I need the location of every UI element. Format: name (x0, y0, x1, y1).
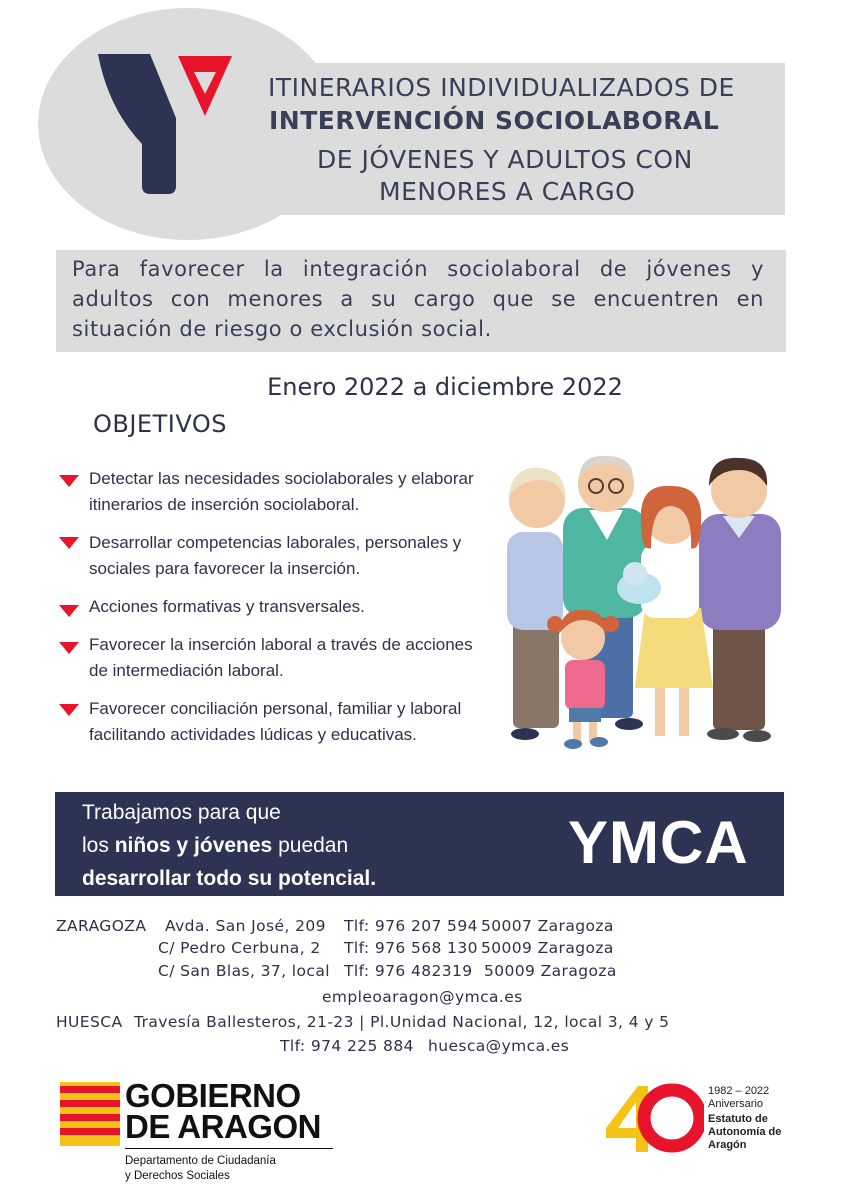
estatuto-text (708, 1113, 781, 1152)
anniversary-40-mark (600, 1080, 704, 1156)
zaragoza-phone-3: Tlf: 976 482319 (344, 962, 473, 980)
objective-item: Desarrollar competencias laborales, personales y sociales para favorecer la inserción. (89, 533, 462, 578)
family-illustration (495, 448, 795, 754)
zaragoza-address-3: C/ San Blas, 37, local (158, 962, 330, 980)
gobierno-line-1: GOBIERNO (125, 1077, 301, 1114)
title-line-2: INTERVENCIÓN SOCIOLABORAL (269, 106, 720, 135)
title-line-4: MENORES A CARGO (379, 177, 636, 206)
zaragoza-phone-2: Tlf: 976 568 130 (344, 939, 478, 957)
estatuto-line-2: Autonomía de (708, 1126, 782, 1138)
grandmother-figure (507, 468, 565, 740)
slogan-line-2-post: puedan (272, 834, 349, 857)
aragon-flag-icon (60, 1082, 120, 1146)
slogan-line-1: Trabajamos para que (82, 801, 281, 824)
anniversary-word: Aniversario (708, 1098, 764, 1110)
zaragoza-city-2: 50009 Zaragoza (481, 939, 614, 957)
slogan-line-2-bold: niños y jóvenes (114, 834, 273, 857)
zaragoza-address-1: Avda. San José, 209 (165, 917, 326, 935)
zaragoza-city-3: 50009 Zaragoza (484, 962, 617, 980)
red-triangle-icon (59, 642, 79, 654)
slogan-text (82, 796, 376, 895)
logo-divider (125, 1148, 333, 1149)
father-figure (699, 458, 781, 742)
date-range: Enero 2022 a diciembre 2022 (267, 373, 623, 401)
objectives-title: OBJETIVOS (93, 410, 227, 438)
gobierno-aragon-name (125, 1077, 321, 1145)
objective-item: Acciones formativas y transversales. (89, 597, 365, 616)
red-triangle-icon (59, 537, 79, 549)
zaragoza-label: ZARAGOZA (56, 917, 147, 935)
zaragoza-address-2: C/ Pedro Cerbuna, 2 (158, 939, 321, 957)
ymca-y-logo-icon (92, 48, 238, 198)
title-line-3: DE JÓVENES Y ADULTOS CON (317, 145, 693, 174)
estatuto-line-1: Estatuto de (708, 1113, 768, 1125)
estatuto-line-3: Aragón (708, 1139, 747, 1151)
objective-item: Detectar las necesidades sociolaborales y elaborar itinerarios de inserción sociolaboral. (89, 469, 474, 514)
anniversary-text (708, 1085, 769, 1111)
anniversary-40-logo (600, 1080, 704, 1156)
intro-text: Para favorecer la integración sociolaboral de jóvenes y adultos con menores a su cargo que se encuentren en situación de riesgo o exclusión social. (72, 257, 764, 341)
department-line-1: Departamento de Ciudadanía (125, 1155, 276, 1167)
red-triangle-icon (59, 704, 79, 716)
department-name (125, 1154, 276, 1184)
gobierno-line-2: DE ARAGON (125, 1108, 321, 1145)
ymca-logo-text: YMCA (568, 809, 749, 876)
red-triangle-icon (59, 605, 79, 617)
title-line-1: ITINERARIOS INDIVIDUALIZADOS DE (268, 73, 735, 102)
objective-item: Favorecer conciliación personal, familiar y laboral facilitando actividades lúdicas y educativas. (89, 699, 462, 744)
department-line-2: y Derechos Sociales (125, 1170, 230, 1182)
slogan-line-2-pre: los (82, 834, 115, 857)
huesca-label: HUESCA (56, 1013, 123, 1031)
zaragoza-city-1: 50007 Zaragoza (481, 917, 614, 935)
zaragoza-email[interactable]: empleoaragon@ymca.es (322, 988, 523, 1006)
objective-item: Favorecer la inserción laboral a través de acciones de intermediación laboral. (89, 635, 473, 680)
slogan-line-2 (82, 829, 376, 862)
anniversary-years: 1982 – 2022 (708, 1085, 770, 1097)
red-triangle-icon (59, 475, 79, 487)
huesca-phone: Tlf: 974 225 884 (280, 1037, 414, 1055)
slogan-line-3: desarrollar todo su potencial. (82, 867, 377, 890)
zaragoza-phone-1: Tlf: 976 207 594 (344, 917, 478, 935)
huesca-email[interactable]: huesca@ymca.es (428, 1037, 570, 1055)
huesca-address: Travesía Ballesteros, 21-23 | Pl.Unidad Nacional, 12, local 3, 4 y 5 (134, 1013, 670, 1031)
